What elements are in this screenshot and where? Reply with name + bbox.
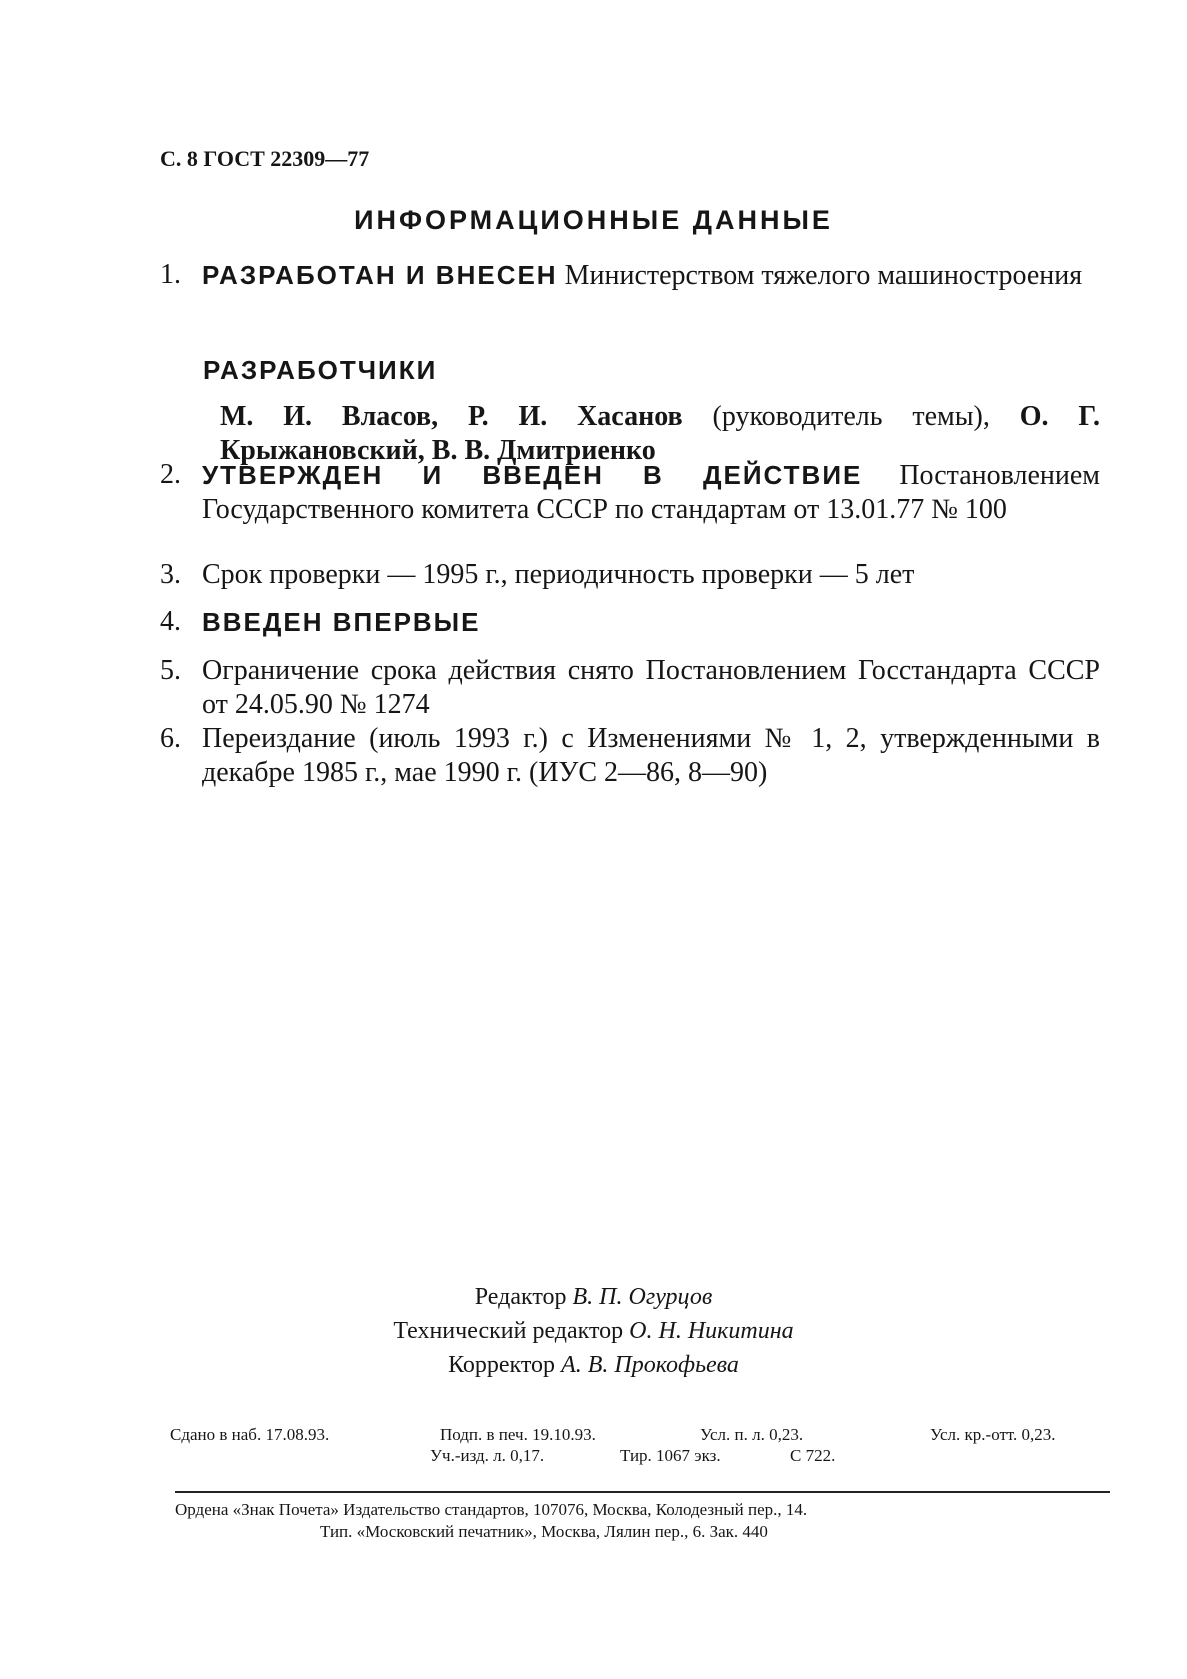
item-number: 4. bbox=[160, 606, 181, 637]
proofreader-line bbox=[0, 1348, 1187, 1382]
item-number: 3. bbox=[160, 559, 181, 590]
tech-editor-label: Технический редактор bbox=[393, 1318, 624, 1344]
item-number: 5. bbox=[160, 655, 181, 686]
developers-heading: РАЗРАБОТЧИКИ bbox=[203, 355, 438, 385]
item-caps: УТВЕРЖДЕН И ВВЕДЕН В ДЕЙСТВИЕ bbox=[202, 460, 863, 490]
submitted-date: Сдано в наб. 17.08.93. bbox=[170, 1425, 330, 1444]
list-item bbox=[160, 722, 1100, 790]
list-item bbox=[160, 458, 1100, 527]
item-number: 2. bbox=[160, 459, 181, 490]
editor-line bbox=[0, 1280, 1187, 1314]
editor-name: В. П. Огурцов bbox=[572, 1284, 713, 1310]
editor-label: Редактор bbox=[474, 1284, 567, 1310]
tech-editor-line bbox=[0, 1314, 1187, 1348]
item-text: Переиздание (июль 1993 г.) с Изменениями № 1, 2, утвержденными в декабре 1985 г., мае 1990 г. (ИУС 2—86, 8—90) bbox=[202, 723, 1100, 788]
publisher-sheets: Уч.-изд. л. 0,17. bbox=[430, 1446, 545, 1465]
proofreader-label: Корректор bbox=[448, 1352, 556, 1378]
page-title: ИНФОРМАЦИОННЫЕ ДАННЫЕ bbox=[354, 205, 833, 235]
item-text: Постановлением Государственного комитета СССР по стандартам от 13.01.77 № 100 bbox=[202, 460, 1101, 525]
tech-editor-name: О. Н. Никитина bbox=[629, 1318, 794, 1344]
list-item bbox=[160, 558, 1100, 592]
item-caps: ВВЕДЕН ВПЕРВЫЕ bbox=[202, 607, 481, 637]
item-text: Срок проверки — 1995 г., периодичность проверки — 5 лет bbox=[202, 559, 915, 590]
list-item bbox=[160, 654, 1100, 722]
publisher-line: Ордена «Знак Почета» Издательство стандартов, 107076, Москва, Колодезный пер., 14. bbox=[175, 1500, 808, 1519]
developer-names-2: О. Г. Крыжановский, В. В. Дмитриенко bbox=[220, 401, 1101, 466]
item-text: Ограничение срока действия снято Постановлением Госстандарта СССР от 24.05.90 № 1274 bbox=[202, 655, 1100, 720]
item-caps: РАЗРАБОТАН И ВНЕСЕН bbox=[202, 260, 558, 290]
divider bbox=[175, 1491, 1110, 1493]
order-code: С 722. bbox=[790, 1446, 836, 1465]
developer-names: М. И. Власов, Р. И. Хасанов bbox=[220, 401, 683, 432]
page-header: С. 8 ГОСТ 22309—77 bbox=[160, 146, 370, 171]
list-item bbox=[160, 258, 1100, 293]
signed-date: Подп. в печ. 19.10.93. bbox=[440, 1425, 596, 1444]
item-number: 1. bbox=[160, 259, 181, 290]
item-text: Министерством тяжелого машиностроения bbox=[564, 260, 1083, 291]
proofreader-name: А. В. Прокофьева bbox=[561, 1352, 739, 1378]
item-number: 6. bbox=[160, 723, 181, 754]
color-prints: Усл. кр.-отт. 0,23. bbox=[930, 1425, 1056, 1444]
credits-block bbox=[0, 1280, 1187, 1382]
printer-line: Тип. «Московский печатник», Москва, Лялин пер., 6. Зак. 440 bbox=[320, 1522, 768, 1541]
printed-sheets: Усл. п. л. 0,23. bbox=[700, 1425, 804, 1444]
list-item bbox=[160, 605, 1100, 640]
developer-role: (руководитель темы), bbox=[712, 401, 990, 432]
print-run: Тир. 1067 экз. bbox=[620, 1446, 721, 1465]
